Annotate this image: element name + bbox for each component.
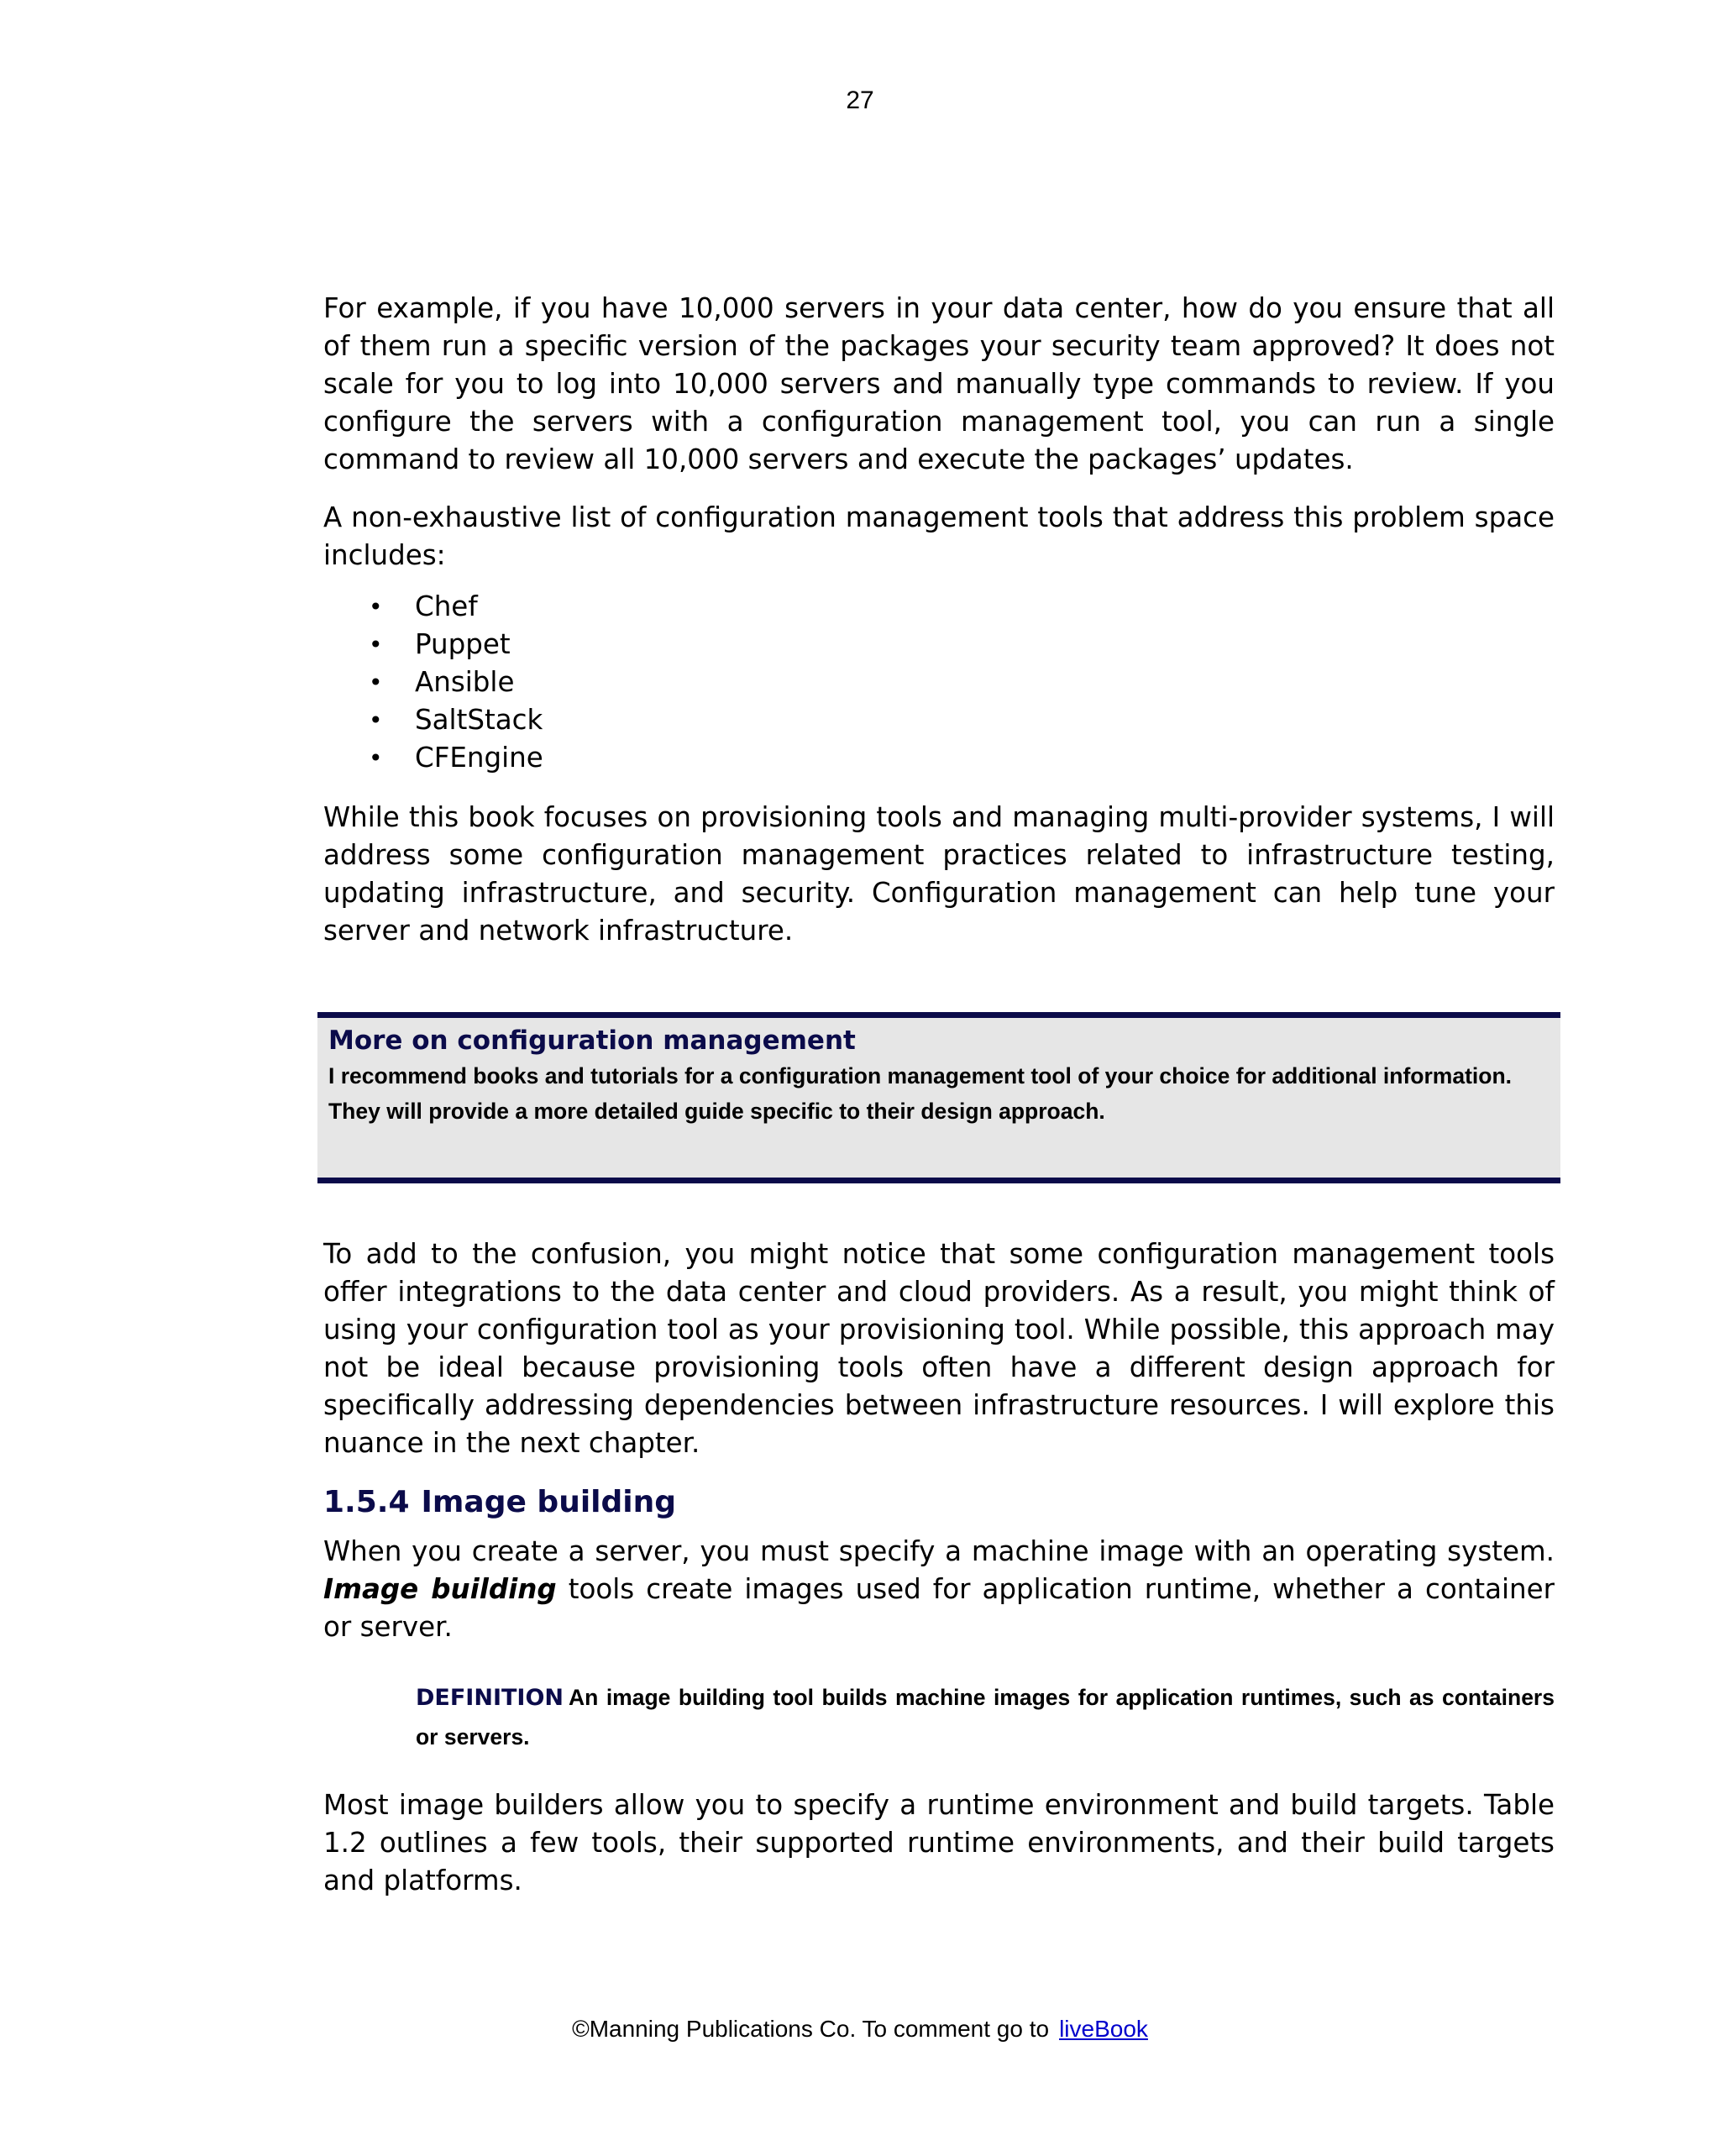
definition-box	[416, 1678, 1555, 1756]
sidebar-body: I recommend books and tutorials for a configuration management tool of your choice for additional information. They will provide a more detailed guide specific to their design approach.	[328, 1063, 1513, 1124]
section-title: Image building	[421, 1485, 677, 1519]
tools-list	[323, 588, 1555, 777]
term-image-building: Image building	[323, 1573, 557, 1605]
bullet-icon: •	[369, 706, 383, 734]
bullet-icon: •	[369, 744, 383, 772]
paragraph-confusion: To add to the confusion, you might notice that some configuration management tools offer integrations to the data center and cloud providers. As a result, you might think of using your configuration tool as your provisioning tool. While possible, this approach may not be ideal because provisioning tools often have a different design approach for specifically addressing dependencies between infrastructure resources. I will explore this nuance in the next chapter.	[323, 1238, 1555, 1459]
footer-copyright: ©Manning Publications Co. To comment go to	[572, 2016, 1050, 2042]
paragraph-servers-example: For example, if you have 10,000 servers in your data center, how do you ensure that all of them run a specific version of the packages your security team approved? It does not scale for you to log into 10,000 servers and manually type commands to review. If you configure the servers with a configuration management tool, you can run a single command to review all 10,000 servers and execute the packages’ updates.	[323, 292, 1555, 475]
section-heading	[323, 1482, 1555, 1523]
list-item-label: Chef	[415, 590, 478, 622]
paragraph-image-building-end: tools create images used for application runtime, whether a container or server.	[323, 1573, 1555, 1643]
bullet-icon: •	[369, 631, 383, 658]
list-item	[323, 588, 1555, 626]
sidebar-box	[317, 1012, 1560, 1183]
list-item-label: Puppet	[415, 628, 511, 660]
list-item	[323, 701, 1555, 739]
definition-label: DEFINITION	[416, 1685, 564, 1711]
list-item	[323, 664, 1555, 701]
livebook-link[interactable]: liveBook	[1059, 2016, 1148, 2042]
section-number: 1.5.4	[323, 1485, 410, 1519]
page-content	[323, 290, 1555, 1920]
list-item	[323, 739, 1555, 777]
paragraph-image-building-start: When you create a server, you must specify a machine image with an operating system.	[323, 1535, 1555, 1567]
list-item-label: Ansible	[415, 666, 515, 698]
list-item-label: SaltStack	[415, 704, 543, 736]
bullet-icon: •	[369, 669, 383, 696]
paragraph-book-focus: While this book focuses on provisioning tools and managing multi-provider systems, I will address some configuration management practices related to infrastructure testing, updating infrastructure, and security. Configuration management can help tune your server and network infrastructure.	[323, 801, 1555, 947]
sidebar-title: More on configuration management	[328, 1026, 856, 1056]
page-number: 27	[846, 87, 874, 114]
paragraph-image-builders: Most image builders allow you to specify a runtime environment and build targets. Table 1.2 outlines a few tools, their supported runtime environments, and their build targets and platforms.	[323, 1789, 1555, 1896]
definition-text: An image building tool builds machine images for application runtimes, such as containers or servers.	[416, 1685, 1555, 1749]
list-item-label: CFEngine	[415, 742, 543, 774]
paragraph-tools-intro: A non-exhaustive list of configuration management tools that address this problem space includes:	[323, 501, 1555, 571]
bullet-icon: •	[369, 593, 383, 621]
list-item	[323, 626, 1555, 664]
paragraph-image-building	[323, 1533, 1555, 1646]
footer	[0, 2016, 1720, 2043]
